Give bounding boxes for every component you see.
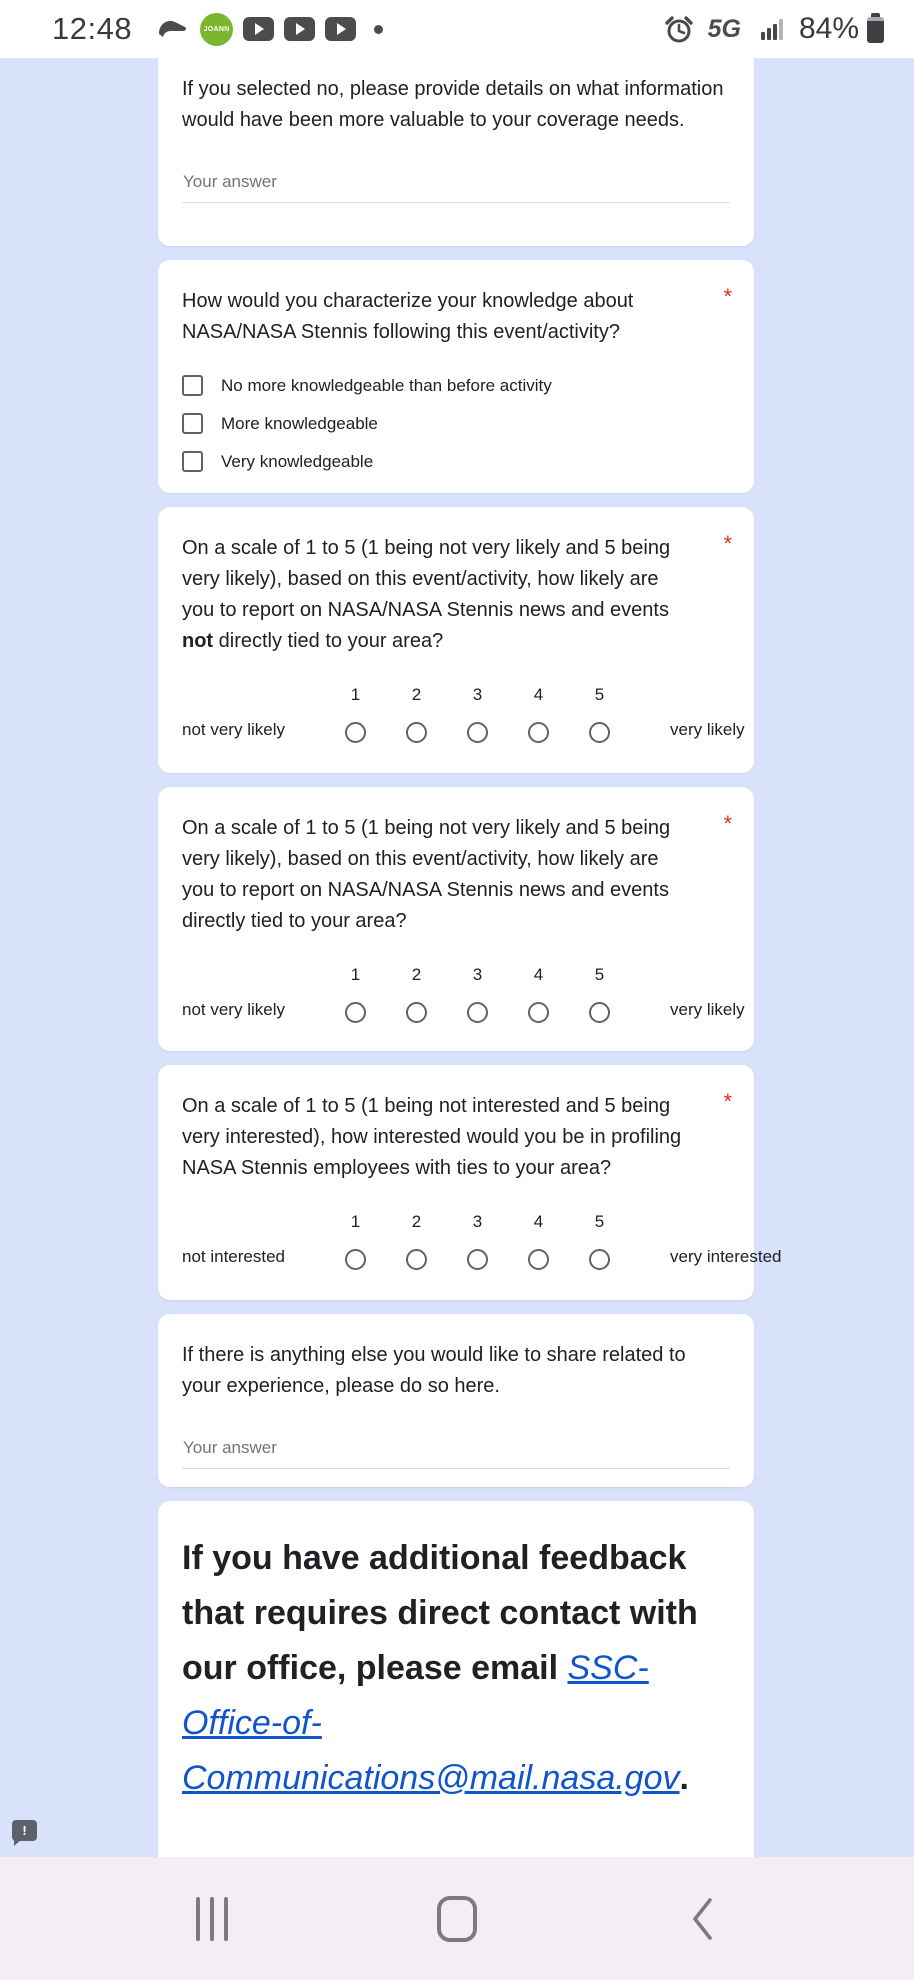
back-icon <box>689 1896 715 1942</box>
scale-option[interactable] <box>467 685 488 743</box>
question-title-text: directly tied to your area? <box>213 630 444 652</box>
scale-low-label: not very likely <box>182 1000 285 1019</box>
question-card-short-answer <box>158 1314 754 1487</box>
scale-high-label: very likely <box>669 1000 745 1019</box>
android-navigation-bar <box>0 1857 914 1980</box>
scale-number: 3 <box>472 965 483 984</box>
scale-option[interactable] <box>467 1212 488 1270</box>
question-title: If there is anything else you would like to share related to your experience, please do so here. <box>182 1344 686 1397</box>
short-answer-input[interactable] <box>182 1438 730 1469</box>
radio-icon[interactable] <box>345 1002 366 1023</box>
scale-option[interactable] <box>345 1212 366 1270</box>
radio-icon[interactable] <box>589 1249 610 1270</box>
radio-icon[interactable] <box>467 1002 488 1023</box>
question-title: If you selected no, please provide details on what information would have been more valuable to your coverage needs. <box>182 78 724 131</box>
home-icon <box>437 1896 477 1942</box>
email-link-part: Office-of- <box>182 1704 322 1742</box>
linear-scale <box>182 685 745 743</box>
radio-icon[interactable] <box>345 722 366 743</box>
play-glyph <box>337 23 346 35</box>
question-title <box>182 533 730 657</box>
home-button[interactable] <box>427 1889 487 1949</box>
recent-apps-icon <box>191 1897 233 1941</box>
battery-percent-label: 84% <box>798 12 859 45</box>
scale-number: 5 <box>594 685 605 704</box>
alarm-icon <box>664 14 694 44</box>
scale-high-label: very likely <box>669 720 745 739</box>
scale-option[interactable] <box>406 965 427 1023</box>
required-asterisk: * <box>723 811 732 836</box>
footer-text-after-link: . <box>679 1759 689 1797</box>
youtube-notification-icon <box>243 17 274 41</box>
recent-apps-button[interactable] <box>182 1889 242 1949</box>
joann-notification-icon: JOANN <box>200 13 233 46</box>
radio-icon[interactable] <box>467 722 488 743</box>
question-card-short-answer <box>158 58 754 246</box>
question-card-linear-scale <box>158 1065 782 1300</box>
scale-number: 1 <box>350 685 361 704</box>
question-title-text: On a scale of 1 to 5 (1 being not very likely and 5 being very likely), based on this event/activity, how likely are you to report on NASA/NASA Stennis news and events <box>182 537 671 621</box>
footer-feedback-text <box>182 1531 730 1806</box>
scale-option[interactable] <box>528 685 549 743</box>
required-asterisk: * <box>723 284 732 309</box>
radio-icon[interactable] <box>589 1002 610 1023</box>
doordash-notification-icon <box>156 16 188 42</box>
back-button[interactable] <box>672 1889 732 1949</box>
scale-options <box>325 965 630 1023</box>
email-link-part: Communications@mail.nasa.gov <box>182 1759 680 1797</box>
network-type-label: 5G <box>707 14 741 43</box>
scale-options <box>325 1212 630 1270</box>
checkbox-icon[interactable] <box>182 451 203 472</box>
scale-number: 3 <box>472 1212 483 1231</box>
scale-low-label: not very likely <box>182 720 285 739</box>
scale-number: 1 <box>350 1212 361 1231</box>
scale-number: 2 <box>411 685 422 704</box>
status-bar-left <box>52 11 383 47</box>
youtube-notification-icon <box>325 17 356 41</box>
scale-option[interactable] <box>589 685 610 743</box>
scale-number: 3 <box>472 685 483 704</box>
checkbox-icon[interactable] <box>182 413 203 434</box>
question-title <box>182 1091 730 1184</box>
scale-option[interactable] <box>528 1212 549 1270</box>
required-asterisk: * <box>723 1089 732 1114</box>
scale-number: 4 <box>533 965 544 984</box>
checkbox-option[interactable] <box>182 375 730 396</box>
scale-option[interactable] <box>406 685 427 743</box>
scale-number: 2 <box>411 1212 422 1231</box>
radio-icon[interactable] <box>528 1002 549 1023</box>
required-asterisk: * <box>723 531 732 556</box>
scale-number: 4 <box>533 685 544 704</box>
scale-option[interactable] <box>345 965 366 1023</box>
question-title-bold-word: not <box>182 630 214 652</box>
linear-scale <box>182 1212 782 1270</box>
battery-icon <box>867 17 884 43</box>
question-card-checkbox <box>158 260 754 493</box>
play-glyph <box>255 23 264 35</box>
more-notifications-dot-icon <box>374 25 383 34</box>
checkbox-option[interactable] <box>182 451 730 472</box>
scale-low-label: not interested <box>182 1247 286 1266</box>
linear-scale <box>182 965 745 1023</box>
scale-number: 4 <box>533 1212 544 1231</box>
scale-number: 1 <box>350 965 361 984</box>
scale-option[interactable] <box>467 965 488 1023</box>
question-title <box>182 286 730 348</box>
checkbox-icon[interactable] <box>182 375 203 396</box>
question-card-linear-scale <box>158 787 754 1051</box>
checkbox-option[interactable] <box>182 413 730 434</box>
radio-icon[interactable] <box>406 1002 427 1023</box>
edge-notification-bubble-icon[interactable]: ! <box>12 1820 37 1841</box>
scale-option[interactable] <box>589 965 610 1023</box>
scale-option[interactable] <box>589 1212 610 1270</box>
youtube-notification-icon <box>284 17 315 41</box>
radio-icon[interactable] <box>345 1249 366 1270</box>
question-title-text: On a scale of 1 to 5 (1 being not interested and 5 being very interested), how interested would you be in profiling NASA Stennis employees with ties to your area? <box>182 1095 682 1179</box>
clock-time: 12:48 <box>52 11 133 46</box>
signal-strength-icon <box>761 19 785 40</box>
play-glyph <box>296 23 305 35</box>
radio-icon[interactable] <box>528 1249 549 1270</box>
scale-high-label: very interested <box>670 1247 782 1266</box>
question-title-text: How would you characterize your knowledge about NASA/NASA Stennis following this event/activity? <box>182 290 634 343</box>
scale-option[interactable] <box>528 965 549 1023</box>
form-scroll-area[interactable] <box>0 58 914 1980</box>
scale-options <box>325 685 630 743</box>
checkbox-label: Very knowledgeable <box>221 451 374 471</box>
radio-icon[interactable] <box>528 722 549 743</box>
question-title <box>182 813 730 937</box>
scale-option[interactable] <box>345 685 366 743</box>
radio-icon[interactable] <box>589 722 610 743</box>
checkbox-label: No more knowledgeable than before activity <box>221 375 552 395</box>
email-link-part: SSC- <box>567 1649 649 1687</box>
status-bar <box>0 0 914 58</box>
radio-icon[interactable] <box>467 1249 488 1270</box>
scale-number: 5 <box>594 1212 605 1231</box>
scale-number: 2 <box>411 965 422 984</box>
question-title-text: On a scale of 1 to 5 (1 being not very likely and 5 being very likely), based on this event/activity, how likely are you to report on NASA/NASA Stennis news and events directly tied to your area? <box>182 817 671 932</box>
short-answer-input[interactable] <box>182 172 730 203</box>
status-bar-right <box>664 12 884 46</box>
radio-icon[interactable] <box>406 1249 427 1270</box>
scale-number: 5 <box>594 965 605 984</box>
footer-text-before-link: If you have additional feedback that requires direct contact with our office, please email <box>182 1539 698 1687</box>
scale-option[interactable] <box>406 1212 427 1270</box>
question-card-linear-scale <box>158 507 754 773</box>
checkbox-label: More knowledgeable <box>221 413 378 433</box>
radio-icon[interactable] <box>406 722 427 743</box>
